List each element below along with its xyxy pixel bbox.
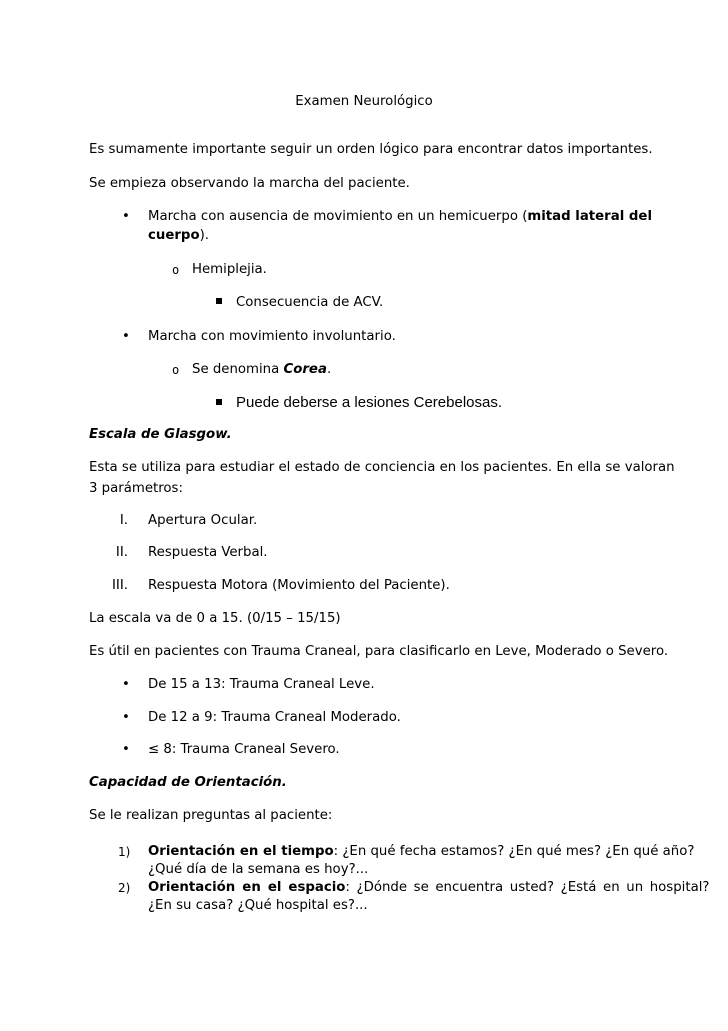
bullet-icon: •: [122, 710, 130, 725]
gait-item-1-post: ).: [199, 228, 209, 243]
glasgow-desc-line-2: 3 parámetros:: [89, 481, 183, 496]
document-title: Examen Neurológico: [295, 94, 433, 109]
square-bullet-icon: [216, 294, 222, 312]
gait-subsub-2: Puede deberse a lesiones Cerebelosas.: [236, 394, 503, 411]
bullet-icon: •: [122, 329, 130, 344]
gait-sub-2-emphasis: Corea: [283, 362, 327, 377]
roman-numeral: III.: [112, 578, 128, 593]
glasgow-param: Respuesta Motora (Movimiento del Paciente).: [148, 578, 450, 593]
glasgow-heading: Escala de Glasgow.: [89, 427, 232, 442]
roman-numeral: I.: [119, 513, 128, 528]
list-number: 2): [118, 881, 131, 895]
gait-item-1-bold: mitad lateral del: [527, 209, 652, 224]
circle-bullet-icon: o: [172, 363, 180, 377]
glasgow-desc-line-1: Esta se utiliza para estudiar el estado de conciencia en los pacientes. En ella se valoran: [89, 460, 675, 475]
gait-item-1-cont: [148, 227, 209, 245]
intro-paragraph-2: Se empieza observando la marcha del paciente.: [89, 176, 410, 191]
gait-sub-2-text: Se denomina: [192, 362, 284, 377]
glasgow-level: De 12 a 9: Trauma Craneal Moderado.: [148, 710, 401, 725]
gait-item-1: [148, 208, 652, 226]
orientation-item-1-bold: Orientación en el tiempo: [148, 844, 334, 859]
orientation-item-2: [148, 879, 709, 897]
glasgow-param: Apertura Ocular.: [148, 513, 258, 528]
bullet-icon: •: [122, 209, 130, 224]
circle-bullet-icon: o: [172, 263, 180, 277]
orientation-item-1: [148, 843, 694, 861]
list-number: 1): [118, 845, 131, 859]
orientation-intro: Se le realizan preguntas al paciente:: [89, 808, 333, 823]
gait-sub-2: [192, 361, 331, 379]
gait-item-1-bold-2: cuerpo: [148, 228, 200, 243]
glasgow-use: Es útil en pacientes con Trauma Craneal, para clasificarlo en Leve, Moderado o Severo.: [89, 644, 669, 659]
orientation-item-1-text: : ¿En qué fecha estamos? ¿En qué mes? ¿En qué año?: [333, 844, 695, 859]
intro-paragraph-1: Es sumamente importante seguir un orden lógico para encontrar datos importantes.: [89, 142, 653, 157]
orientation-heading: Capacidad de Orientación.: [89, 775, 287, 790]
orientation-item-2-cont: ¿En su casa? ¿Qué hospital es?...: [148, 898, 368, 913]
gait-sub-2-post: .: [326, 362, 332, 377]
gait-subsub-1: Consecuencia de ACV.: [236, 295, 384, 310]
orientation-item-2-bold: Orientación en el espacio: [148, 880, 346, 895]
glasgow-level: De 15 a 13: Trauma Craneal Leve.: [148, 677, 375, 692]
gait-sub-1: Hemiplejia.: [192, 262, 267, 277]
orientation-item-2-text: : ¿Dónde se encuentra usted? ¿Está en un hospital?: [345, 880, 710, 895]
glasgow-param: Respuesta Verbal.: [148, 545, 268, 560]
gait-item-2: Marcha con movimiento involuntario.: [148, 329, 396, 344]
roman-numeral: II.: [115, 545, 128, 560]
bullet-icon: •: [122, 677, 130, 692]
glasgow-level: ≤ 8: Trauma Craneal Severo.: [148, 742, 340, 757]
bullet-icon: •: [122, 742, 130, 757]
orientation-item-1-cont: ¿Qué día de la semana es hoy?...: [148, 862, 369, 877]
square-bullet-icon: [216, 395, 222, 413]
glasgow-range: La escala va de 0 a 15. (0/15 – 15/15): [89, 611, 341, 626]
gait-item-1-text: Marcha con ausencia de movimiento en un hemicuerpo (: [148, 209, 528, 224]
